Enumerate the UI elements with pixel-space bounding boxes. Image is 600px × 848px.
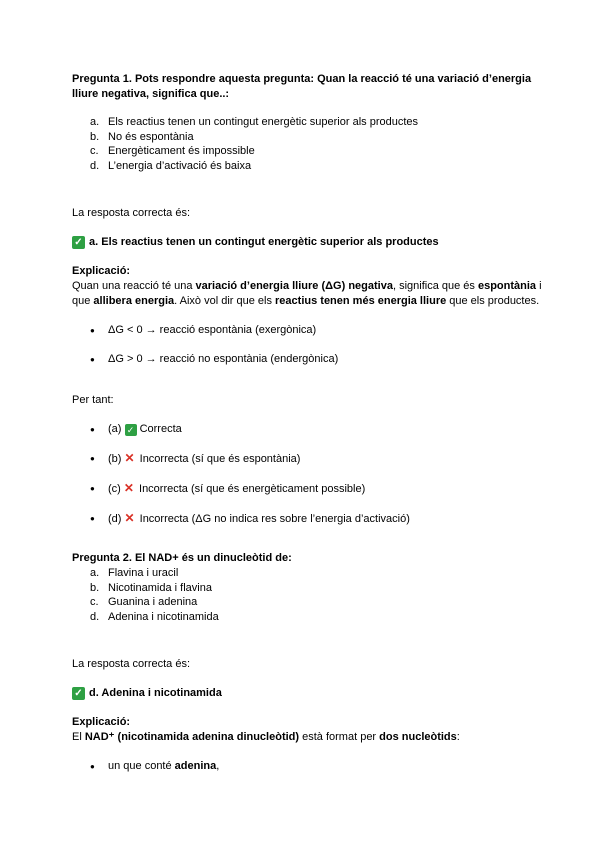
correct-answer: [72, 235, 542, 250]
question-1-title: Pregunta 1. Pots respondre aquesta pregunta: Quan la reacció té una variació d’energia lliure negativa, significa que..:: [72, 73, 532, 100]
option-item: [72, 115, 542, 130]
eval-label: (b): [108, 453, 122, 465]
option-item: [72, 581, 542, 596]
eval-text: Incorrecta (sí que és energèticament possible): [135, 483, 366, 495]
check-icon: ✓: [72, 236, 85, 249]
check-icon: ✓: [72, 687, 85, 700]
list-item: [72, 451, 542, 467]
list-item: [72, 511, 542, 527]
eval-text: Incorrecta (ΔG no indica res sobre l’energia d’activació): [136, 513, 410, 525]
option-item: [72, 595, 542, 610]
explanation-bold: espontània: [477, 280, 537, 292]
option-marker: c.: [90, 596, 99, 608]
explanation-bold: allibera energia: [93, 295, 175, 307]
nucleotide-list: [72, 759, 542, 774]
option-item: [72, 159, 542, 174]
question-2-options: [72, 566, 542, 624]
option-text: Energèticament és impossible: [108, 145, 255, 157]
list-item: ● ΔG > 0 → reacció no espontània (endergònica): [72, 352, 542, 367]
list-item: [72, 422, 542, 437]
explanation-text: El: [72, 731, 85, 743]
option-text: No és espontània: [108, 130, 194, 143]
evaluation-list: [72, 422, 542, 527]
correct-answer-text: a. Els reactius tenen un contingut energètic superior als productes: [89, 236, 439, 248]
option-marker: a.: [90, 116, 100, 128]
list-item: ● ΔG < 0 → reacció espontània (exergònica): [72, 323, 542, 338]
bullet-text: un que conté: [108, 760, 175, 772]
explanation-body: [72, 730, 542, 745]
answer-intro: La resposta correcta és:: [72, 658, 191, 670]
explanation-text: i que: [72, 280, 542, 307]
document-page: [72, 72, 542, 774]
option-marker: c.: [90, 145, 99, 157]
explanation-bold: NAD⁺ (nicotinamida adenina dinucleòtid): [84, 731, 300, 743]
explanation-bold: dos nucleòtids: [379, 731, 457, 743]
bullet-text: ,: [216, 760, 220, 772]
cross-icon: ✕: [124, 511, 135, 525]
explanation-bold: reactius tenen més energia lliure: [275, 295, 447, 307]
cross-icon: ✕: [124, 451, 135, 465]
correct-answer-text: d. Adenina i nicotinamida: [89, 687, 222, 699]
check-icon: ✓: [125, 424, 137, 436]
option-marker: d.: [90, 159, 100, 172]
option-item: [72, 610, 542, 625]
answer-intro: La resposta correcta és:: [72, 207, 191, 219]
bullet-bold: adenina: [174, 760, 217, 772]
explanation-text: . Això vol dir que els: [174, 295, 276, 307]
explanation-heading: Explicació:: [72, 716, 131, 728]
option-text: L’energia d’activació és baixa: [108, 159, 252, 172]
eval-text: Incorrecta (sí que és espontània): [136, 453, 301, 465]
option-item: [72, 144, 542, 159]
option-marker: b.: [90, 581, 100, 594]
eval-label: (d): [108, 513, 122, 525]
cross-icon: ✕: [123, 481, 134, 495]
explanation-text: :: [456, 731, 460, 743]
option-text: Adenina i nicotinamida: [108, 610, 219, 623]
explanation-text: , significa que és: [392, 280, 478, 292]
option-item: [72, 130, 542, 145]
explanation-text: Quan una reacció té una: [72, 280, 196, 292]
option-text: Nicotinamida i flavina: [108, 581, 212, 594]
eval-text: Correcta: [136, 423, 182, 435]
explanation-body: [72, 279, 542, 309]
list-item: [72, 481, 542, 497]
question-2-title: Pregunta 2. El NAD+ és un dinucleòtid de:: [72, 552, 292, 564]
correct-answer: [72, 686, 542, 701]
option-marker: d.: [90, 610, 100, 623]
option-text: Els reactius tenen un contingut energètic superior als productes: [108, 116, 419, 128]
per-tant-label: Per tant:: [72, 394, 114, 406]
explanation-bold: variació d’energia lliure (ΔG) negativa: [195, 280, 393, 292]
option-text: Flavina i uracil: [108, 567, 179, 579]
explanation-text: està format per: [299, 731, 380, 743]
eval-label: (c): [108, 483, 121, 495]
explanation-text: que els productes.: [446, 295, 540, 307]
list-item: [72, 759, 542, 774]
eval-label: (a): [108, 423, 122, 435]
option-text: Guanina i adenina: [108, 596, 198, 608]
option-marker: b.: [90, 130, 100, 143]
option-item: [72, 566, 542, 581]
delta-g-list: [72, 323, 542, 367]
question-1-options: [72, 115, 542, 173]
option-marker: a.: [90, 567, 100, 579]
explanation-heading: Explicació:: [72, 265, 131, 277]
